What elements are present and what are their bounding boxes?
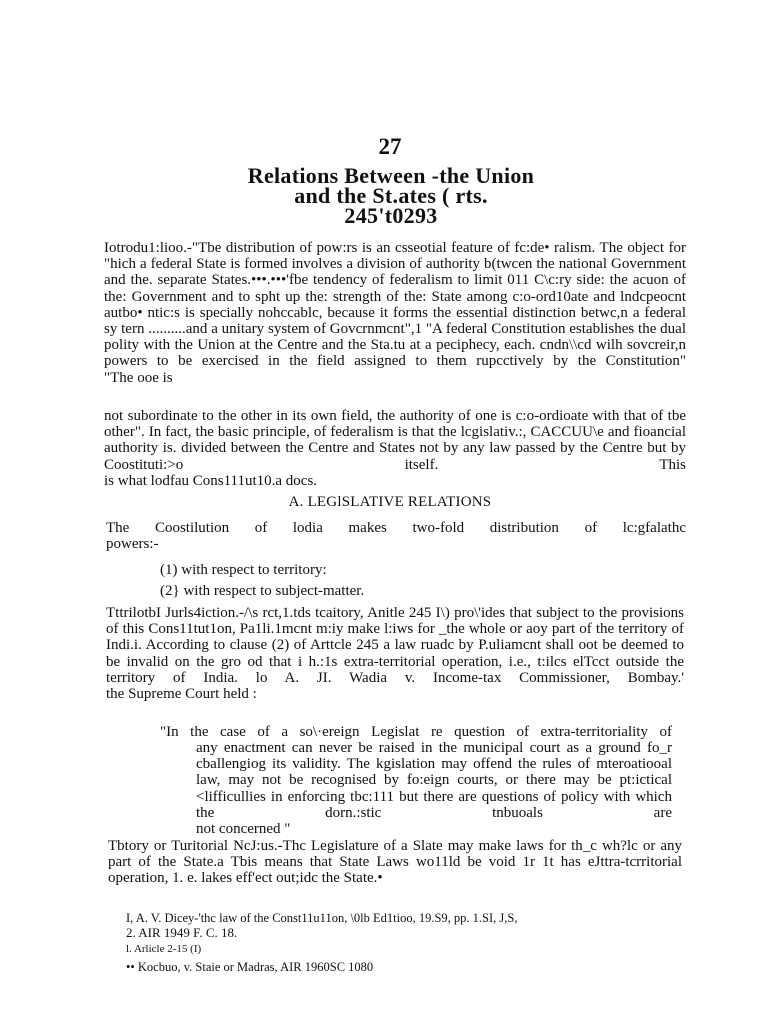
tbtory-text: Tbtory or Turitorial NcJ:us.-Thc Legislature of a Slate may make laws for th_c wh?lc or any part of the State.a Tbis means that State Laws wo11ld be void 1r 1t has eJttra-tcrritorial operation, 1. e. lakes eff'ect out;idc the State.•	[108, 838, 682, 887]
quote-rest: any enactment can never be raised in the municipal court as a ground fo_r cballengiog its validity. The kgislation may offend the rules of mteroatiooal law, may not be recognised by fo:eign courts, or there may be pt:ictical <lifficullies in enforcing tbc:111 but there are questions of policy with which the dorn.:stic tnbuoals are	[196, 740, 672, 821]
legislative-tail: powers:-	[106, 536, 159, 553]
intro-continuation-paragraph	[104, 408, 686, 489]
section-heading: A. LEGlSLATIVE RELATIONS	[288, 494, 492, 510]
territorial-paragraph	[106, 605, 684, 702]
quote-tail: not concerned "	[196, 821, 291, 838]
territorial-tail: the Supreme Court held :	[106, 686, 257, 703]
list-item: (1) with respect to territory:	[160, 562, 327, 578]
territorial-text: TttrilotbI Jurls4iction.-/\s rct,1.tds tcaitory, Anitle 245 I\) pro\'ides that subject to the provisions of this Cons11tut1on, Pa1li.1mcnt m:iy make l:iws for _the whole or aoy part of the territory of Indi.i. According to clause (2) of Arttcle 245 a law ruadc by P.uliamcnt shall oot be deemed to be invalid on the gro od that i h.:1s extra-territorial operation, i.e., t:ilcs elTcct outside the territory of India. lo A. JI. Wadia v. Income-tax Commissioner, Bombay.'	[106, 605, 684, 686]
footnote-1: I, A. V. Dicey-'thc law of the Const11u11on, \0lb Ed1tioo, 19.S9, pp. 1.SI, J,S,	[126, 911, 518, 925]
legislative-paragraph	[106, 520, 686, 552]
list-item: (2} with respect to subject-matter.	[160, 583, 365, 599]
territorial-nexus-paragraph	[108, 838, 682, 887]
chapter-title-line-2: and the St.ates ( rts.	[294, 183, 488, 208]
quote-first: "In the case of a so\·ereign Legislat re question of extra-territoriality of	[160, 724, 672, 740]
quote-first-line	[160, 724, 672, 740]
footnote-2: 2. AIR 1949 F. C. 18.	[126, 925, 238, 940]
intro2-tail: is what lodfau Cons111ut10.a docs.	[104, 472, 318, 489]
footnote-4: •• Kocbuo, v. Staie or Madras, AIR 1960SC 1080	[126, 960, 374, 974]
intro-tail: "The ooe is	[104, 369, 173, 386]
footnote-3: l. Arlicle 2-15 (I)	[126, 943, 202, 955]
legislative-text: The Coostilution of lodia makes two-fold distribution of lc:gfalathc	[106, 520, 686, 536]
intro2-text: not subordinate to the other in its own field, the authority of one is c:o-ordioate with that of tbe other". In fact, the basic principle, of federalism is that the lcgislativ.:, CACCUU\e and fioancial authority is. divided between the Centre and States not by any law passed by the Centre but by Coostituti:>o itself. This	[104, 408, 686, 473]
chapter-title-line-1: Relations Between -the Union	[247, 163, 535, 188]
intro-paragraph	[104, 240, 686, 386]
chapter-title-line-3: 245't0293	[344, 203, 438, 228]
intro-text: Iotrodu1:lioo.-"Tbe distribution of pow:rs is an csseotial feature of fc:de• ralism. The object for "hich a federal State is formed involves a division of authority b(twcen the national Government and the. separate States.•••.•••'fbe tendency of federalism to limit 011 C\c:ry side: the acuon of the: Government and to spht up the: strength of the: State among c:o-ord10ate and lndcpeocnt autbo• ntic:s is specially nohccablc, because it forms the essential distinction betwc,n a federal sy tern ..........and a unitary system of Govcrnmcnt",1 "A federal Constitution establishes the dual polity with the Union at the Centre and the Sta.tu at a peciphecy, each. cndn\\cd wilh sovcreir,n powers to be exercised in the field assigned to them rupcctively by the Constitution"	[104, 240, 686, 370]
chapter-number: 27	[378, 134, 402, 159]
chapter-title	[0, 163, 768, 228]
quote-body	[196, 740, 672, 837]
